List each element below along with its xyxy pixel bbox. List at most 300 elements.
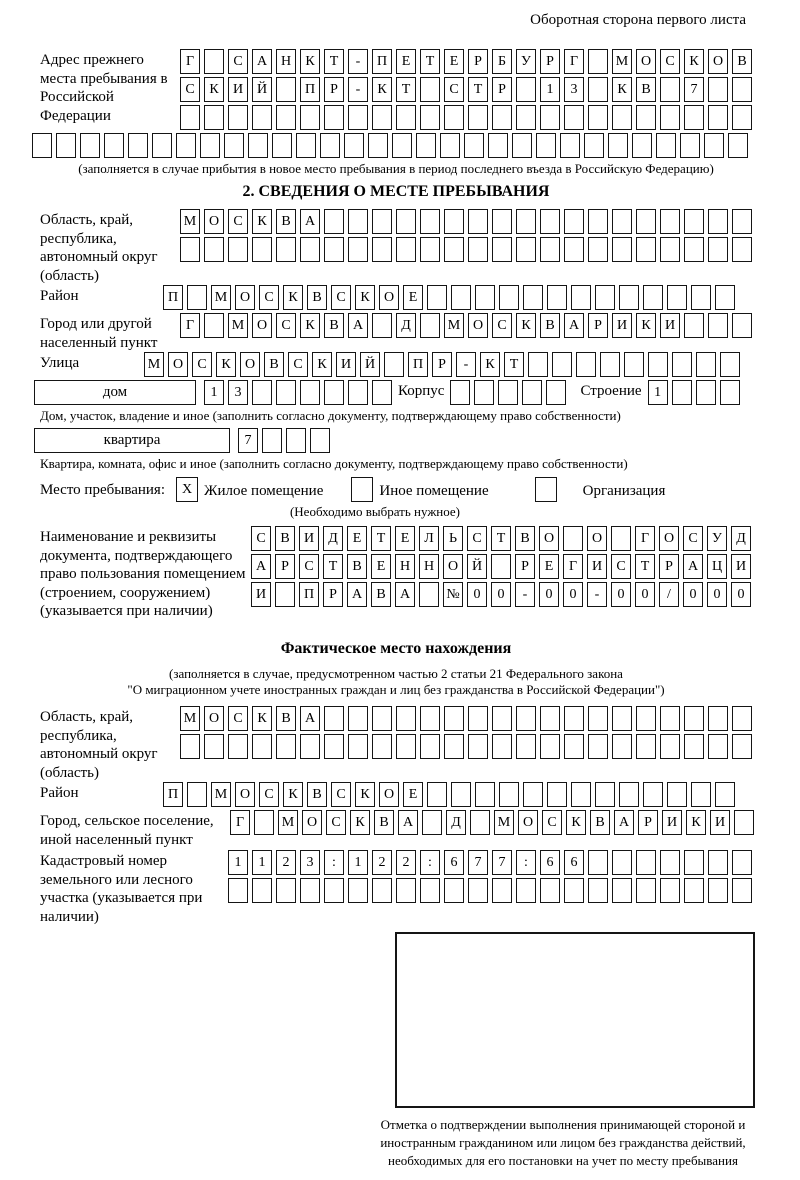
char-cell[interactable] [248,133,268,158]
char-cell[interactable] [588,850,608,875]
char-cell[interactable] [564,105,584,130]
char-cell[interactable]: 3 [564,77,584,102]
char-cell[interactable] [611,526,631,551]
char-cell[interactable]: К [480,352,500,377]
char-cell[interactable] [680,133,700,158]
char-cell[interactable] [420,313,440,338]
char-cell[interactable] [636,105,656,130]
char-cell[interactable]: Г [564,49,584,74]
char-cell[interactable]: К [300,49,320,74]
char-cell[interactable]: С [542,810,562,835]
char-cell[interactable]: А [300,209,320,234]
char-cell[interactable] [632,133,652,158]
char-cell[interactable] [204,734,224,759]
char-cell[interactable]: 0 [707,582,727,607]
char-cell[interactable]: В [347,554,367,579]
char-cell[interactable]: Т [420,49,440,74]
char-cell[interactable]: 3 [300,850,320,875]
char-cell[interactable] [324,706,344,731]
char-cell[interactable] [636,878,656,903]
char-cell[interactable] [498,380,518,405]
char-cell[interactable]: № [443,582,463,607]
char-cell[interactable]: Т [323,554,343,579]
char-cell[interactable] [372,878,392,903]
char-cell[interactable] [180,237,200,262]
char-cell[interactable]: Т [635,554,655,579]
char-cell[interactable] [444,706,464,731]
char-cell[interactable]: Й [467,554,487,579]
char-cell[interactable] [324,237,344,262]
char-cell[interactable]: А [251,554,271,579]
char-cell[interactable] [595,285,615,310]
char-cell[interactable] [696,352,716,377]
char-cell[interactable] [300,237,320,262]
char-cell[interactable] [564,878,584,903]
char-cell[interactable] [516,878,536,903]
char-cell[interactable] [80,133,100,158]
char-cell[interactable]: У [516,49,536,74]
char-cell[interactable] [684,209,704,234]
char-cell[interactable] [420,77,440,102]
char-cell[interactable] [720,352,740,377]
char-cell[interactable]: В [371,582,391,607]
char-cell[interactable] [416,133,436,158]
char-cell[interactable] [444,237,464,262]
char-cell[interactable] [612,237,632,262]
char-cell[interactable] [187,782,207,807]
char-cell[interactable] [547,285,567,310]
char-cell[interactable]: П [408,352,428,377]
char-cell[interactable]: М [444,313,464,338]
char-cell[interactable]: А [347,582,367,607]
char-cell[interactable]: К [372,77,392,102]
char-cell[interactable]: - [348,49,368,74]
char-cell[interactable]: Ь [443,526,463,551]
char-cell[interactable]: О [168,352,188,377]
char-cell[interactable] [300,380,320,405]
char-cell[interactable] [734,810,754,835]
char-cell[interactable] [708,105,728,130]
char-cell[interactable] [348,380,368,405]
char-cell[interactable] [536,133,556,158]
char-cell[interactable]: М [180,209,200,234]
char-cell[interactable]: Г [635,526,655,551]
char-cell[interactable]: 1 [252,850,272,875]
char-cell[interactable] [348,706,368,731]
char-cell[interactable]: О [518,810,538,835]
char-cell[interactable] [636,734,656,759]
char-cell[interactable] [540,878,560,903]
char-cell[interactable]: О [636,49,656,74]
char-cell[interactable] [588,209,608,234]
char-cell[interactable]: Н [276,49,296,74]
char-cell[interactable] [540,237,560,262]
char-cell[interactable]: Е [403,782,423,807]
char-cell[interactable] [612,209,632,234]
char-cell[interactable] [516,237,536,262]
char-cell[interactable] [595,782,615,807]
char-cell[interactable] [468,734,488,759]
char-cell[interactable] [128,133,148,158]
char-cell[interactable] [348,105,368,130]
char-cell[interactable]: С [228,706,248,731]
char-cell[interactable]: Т [324,49,344,74]
char-cell[interactable] [464,133,484,158]
char-cell[interactable] [224,133,244,158]
char-cell[interactable]: О [539,526,559,551]
char-cell[interactable] [440,133,460,158]
char-cell[interactable]: : [420,850,440,875]
char-cell[interactable]: В [264,352,284,377]
char-cell[interactable]: 0 [539,582,559,607]
char-cell[interactable] [324,734,344,759]
char-cell[interactable] [324,878,344,903]
char-cell[interactable]: О [252,313,272,338]
char-cell[interactable]: 0 [611,582,631,607]
char-cell[interactable]: С [276,313,296,338]
char-cell[interactable] [276,77,296,102]
char-cell[interactable] [228,878,248,903]
char-cell[interactable]: К [252,209,272,234]
apartment-type-box[interactable]: квартира [34,428,230,453]
char-cell[interactable]: С [251,526,271,551]
char-cell[interactable] [571,782,591,807]
char-cell[interactable] [612,105,632,130]
char-cell[interactable]: В [276,209,296,234]
char-cell[interactable] [588,237,608,262]
char-cell[interactable] [396,237,416,262]
char-cell[interactable] [56,133,76,158]
char-cell[interactable]: В [324,313,344,338]
char-cell[interactable] [372,313,392,338]
char-cell[interactable] [636,850,656,875]
char-cell[interactable]: С [259,782,279,807]
char-cell[interactable] [372,734,392,759]
char-cell[interactable] [276,105,296,130]
char-cell[interactable]: / [659,582,679,607]
char-cell[interactable] [708,313,728,338]
char-cell[interactable] [660,77,680,102]
char-cell[interactable] [564,209,584,234]
char-cell[interactable] [499,782,519,807]
char-cell[interactable]: 7 [238,428,258,453]
char-cell[interactable] [708,850,728,875]
char-cell[interactable] [468,706,488,731]
char-cell[interactable] [296,133,316,158]
char-cell[interactable]: О [379,285,399,310]
char-cell[interactable]: Р [275,554,295,579]
char-cell[interactable]: Е [396,49,416,74]
char-cell[interactable] [715,782,735,807]
char-cell[interactable]: Р [540,49,560,74]
char-cell[interactable] [732,878,752,903]
char-cell[interactable]: К [686,810,706,835]
char-cell[interactable]: 7 [468,850,488,875]
char-cell[interactable]: С [259,285,279,310]
char-cell[interactable]: В [275,526,295,551]
char-cell[interactable]: - [515,582,535,607]
char-cell[interactable] [492,706,512,731]
char-cell[interactable] [612,878,632,903]
char-cell[interactable] [656,133,676,158]
char-cell[interactable] [576,352,596,377]
char-cell[interactable] [492,237,512,262]
char-cell[interactable]: 0 [635,582,655,607]
char-cell[interactable]: Р [588,313,608,338]
char-cell[interactable] [310,428,330,453]
char-cell[interactable]: О [204,209,224,234]
char-cell[interactable] [660,209,680,234]
char-cell[interactable] [563,526,583,551]
char-cell[interactable] [540,734,560,759]
char-cell[interactable]: 6 [540,850,560,875]
char-cell[interactable]: У [707,526,727,551]
char-cell[interactable]: Б [492,49,512,74]
char-cell[interactable] [468,237,488,262]
char-cell[interactable] [348,209,368,234]
char-cell[interactable] [252,237,272,262]
char-cell[interactable]: О [443,554,463,579]
char-cell[interactable]: Р [515,554,535,579]
char-cell[interactable]: И [251,582,271,607]
char-cell[interactable] [300,105,320,130]
char-cell[interactable] [324,209,344,234]
char-cell[interactable]: Й [252,77,272,102]
char-cell[interactable] [180,105,200,130]
char-cell[interactable]: Т [504,352,524,377]
char-cell[interactable] [708,209,728,234]
char-cell[interactable] [492,209,512,234]
stay-option-organization-checkbox[interactable] [535,477,557,502]
char-cell[interactable]: С [444,77,464,102]
char-cell[interactable] [608,133,628,158]
char-cell[interactable] [228,734,248,759]
char-cell[interactable]: 0 [491,582,511,607]
char-cell[interactable]: В [732,49,752,74]
char-cell[interactable]: К [612,77,632,102]
char-cell[interactable] [444,209,464,234]
char-cell[interactable] [643,782,663,807]
char-cell[interactable]: М [211,782,231,807]
char-cell[interactable]: Р [324,77,344,102]
char-cell[interactable]: К [355,285,375,310]
char-cell[interactable] [204,49,224,74]
char-cell[interactable] [516,77,536,102]
char-cell[interactable]: : [516,850,536,875]
char-cell[interactable]: Р [638,810,658,835]
char-cell[interactable]: Н [419,554,439,579]
char-cell[interactable] [660,706,680,731]
char-cell[interactable] [660,850,680,875]
char-cell[interactable]: К [283,285,303,310]
char-cell[interactable]: П [163,285,183,310]
char-cell[interactable]: И [587,554,607,579]
char-cell[interactable]: Г [180,49,200,74]
char-cell[interactable] [348,734,368,759]
char-cell[interactable] [612,734,632,759]
char-cell[interactable] [732,77,752,102]
char-cell[interactable]: О [235,285,255,310]
char-cell[interactable] [571,285,591,310]
char-cell[interactable]: 1 [204,380,224,405]
char-cell[interactable]: Т [396,77,416,102]
char-cell[interactable] [667,782,687,807]
char-cell[interactable] [492,878,512,903]
char-cell[interactable] [252,878,272,903]
char-cell[interactable]: Р [432,352,452,377]
char-cell[interactable] [612,850,632,875]
char-cell[interactable] [200,133,220,158]
char-cell[interactable] [468,209,488,234]
char-cell[interactable] [372,237,392,262]
char-cell[interactable] [372,209,392,234]
char-cell[interactable]: К [684,49,704,74]
char-cell[interactable] [732,209,752,234]
char-cell[interactable] [612,706,632,731]
char-cell[interactable] [708,878,728,903]
char-cell[interactable] [276,878,296,903]
char-cell[interactable]: А [252,49,272,74]
char-cell[interactable] [732,313,752,338]
char-cell[interactable]: М [228,313,248,338]
char-cell[interactable] [152,133,172,158]
char-cell[interactable] [475,782,495,807]
char-cell[interactable] [348,237,368,262]
char-cell[interactable]: Е [347,526,367,551]
char-cell[interactable]: Ц [707,554,727,579]
char-cell[interactable] [672,380,692,405]
char-cell[interactable] [516,706,536,731]
char-cell[interactable] [684,734,704,759]
char-cell[interactable] [732,237,752,262]
char-cell[interactable]: С [611,554,631,579]
char-cell[interactable]: В [540,313,560,338]
char-cell[interactable] [691,285,711,310]
char-cell[interactable] [300,878,320,903]
char-cell[interactable]: 1 [540,77,560,102]
char-cell[interactable]: С [288,352,308,377]
char-cell[interactable]: В [374,810,394,835]
char-cell[interactable]: В [307,285,327,310]
char-cell[interactable] [420,237,440,262]
char-cell[interactable]: К [216,352,236,377]
char-cell[interactable] [624,352,644,377]
char-cell[interactable] [420,105,440,130]
char-cell[interactable] [540,706,560,731]
char-cell[interactable] [691,782,711,807]
char-cell[interactable] [396,105,416,130]
char-cell[interactable]: П [300,77,320,102]
char-cell[interactable] [636,706,656,731]
char-cell[interactable]: М [278,810,298,835]
char-cell[interactable]: 1 [228,850,248,875]
char-cell[interactable]: К [252,706,272,731]
char-cell[interactable] [560,133,580,158]
char-cell[interactable] [720,380,740,405]
char-cell[interactable] [552,352,572,377]
char-cell[interactable] [492,734,512,759]
char-cell[interactable]: К [312,352,332,377]
char-cell[interactable] [528,352,548,377]
char-cell[interactable] [228,105,248,130]
char-cell[interactable] [396,734,416,759]
char-cell[interactable]: И [731,554,751,579]
char-cell[interactable] [523,782,543,807]
char-cell[interactable]: 0 [467,582,487,607]
char-cell[interactable]: М [612,49,632,74]
char-cell[interactable]: А [564,313,584,338]
char-cell[interactable]: Е [371,554,391,579]
char-cell[interactable] [187,285,207,310]
char-cell[interactable]: И [662,810,682,835]
char-cell[interactable] [272,133,292,158]
char-cell[interactable] [396,878,416,903]
char-cell[interactable] [588,105,608,130]
char-cell[interactable]: - [348,77,368,102]
char-cell[interactable] [276,380,296,405]
char-cell[interactable] [619,782,639,807]
char-cell[interactable]: С [299,554,319,579]
char-cell[interactable]: - [456,352,476,377]
char-cell[interactable] [564,734,584,759]
char-cell[interactable] [468,878,488,903]
char-cell[interactable] [547,782,567,807]
char-cell[interactable]: Т [468,77,488,102]
char-cell[interactable] [324,380,344,405]
char-cell[interactable] [708,734,728,759]
char-cell[interactable] [491,554,511,579]
char-cell[interactable]: С [683,526,703,551]
char-cell[interactable] [286,428,306,453]
char-cell[interactable]: Е [403,285,423,310]
char-cell[interactable] [588,878,608,903]
char-cell[interactable] [516,209,536,234]
char-cell[interactable] [420,734,440,759]
char-cell[interactable]: А [348,313,368,338]
char-cell[interactable]: О [240,352,260,377]
char-cell[interactable] [252,105,272,130]
char-cell[interactable] [420,878,440,903]
char-cell[interactable] [708,77,728,102]
char-cell[interactable]: П [299,582,319,607]
char-cell[interactable]: М [180,706,200,731]
char-cell[interactable]: Н [395,554,415,579]
char-cell[interactable] [324,105,344,130]
char-cell[interactable] [372,105,392,130]
char-cell[interactable]: И [710,810,730,835]
char-cell[interactable] [540,209,560,234]
char-cell[interactable]: 3 [228,380,248,405]
char-cell[interactable]: Г [563,554,583,579]
char-cell[interactable] [523,285,543,310]
char-cell[interactable]: Л [419,526,439,551]
char-cell[interactable]: Р [323,582,343,607]
char-cell[interactable] [470,810,490,835]
char-cell[interactable] [522,380,542,405]
char-cell[interactable] [619,285,639,310]
stay-option-residential-checkbox[interactable]: X [176,477,198,502]
char-cell[interactable]: С [180,77,200,102]
char-cell[interactable]: К [566,810,586,835]
char-cell[interactable]: В [590,810,610,835]
char-cell[interactable]: О [379,782,399,807]
char-cell[interactable] [276,734,296,759]
char-cell[interactable] [252,380,272,405]
char-cell[interactable]: 2 [276,850,296,875]
char-cell[interactable] [420,706,440,731]
char-cell[interactable] [396,706,416,731]
char-cell[interactable]: С [660,49,680,74]
